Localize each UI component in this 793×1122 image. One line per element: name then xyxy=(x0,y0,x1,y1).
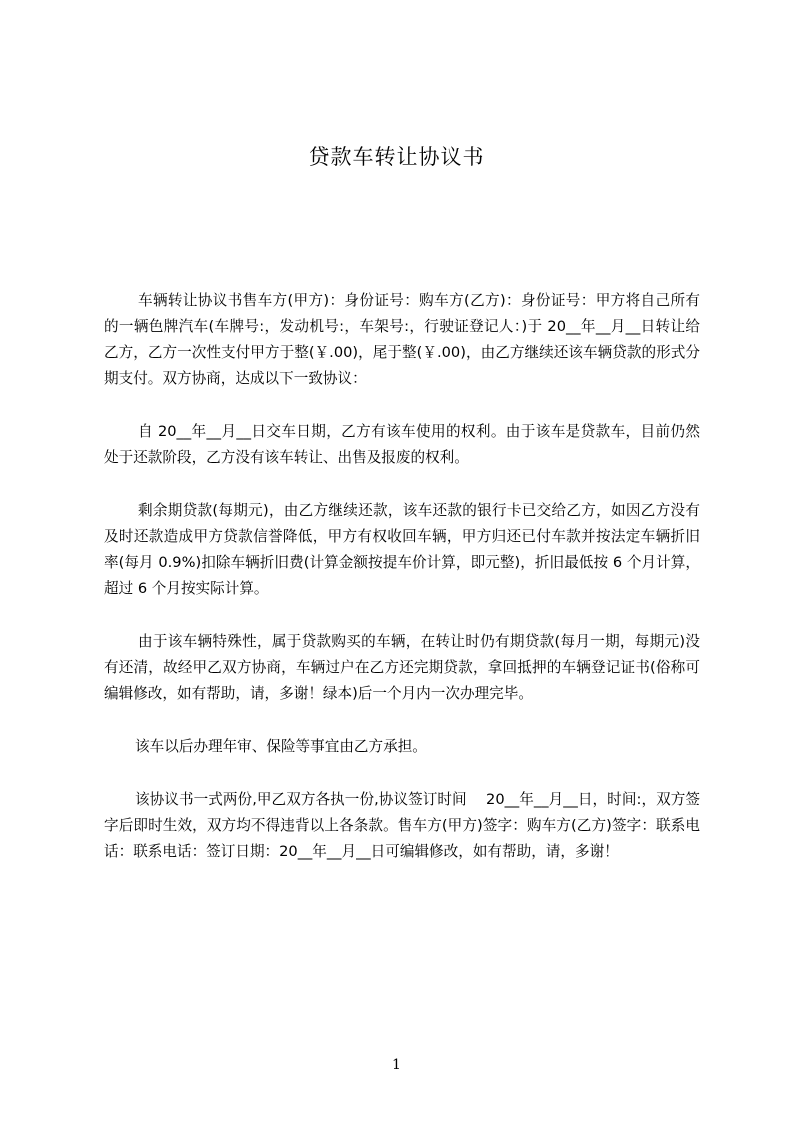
document-title: 贷款车转让协议书 xyxy=(308,145,485,169)
paragraph-delivery: 自 20__年__月__日交车日期，乙方有该车使用的权利。由于该车是贷款车，目前仍然处于还款阶段，乙方没有该车转让、出售及报废的权利。 xyxy=(104,423,700,466)
paragraph-transfer: 由于该车辆特殊性，属于贷款购买的车辆，在转让时仍有期贷款(每月一期，每期元)没有还清，故经甲乙双方协商，车辆过户在乙方还完期贷款，拿回抵押的车辆登记证书(俗称可编辑修改，如有帮助，请，多谢！绿本)后一个月内一次办理完毕。 xyxy=(104,633,700,702)
page-number: 1 xyxy=(392,1057,401,1073)
paragraph-inspection-insurance: 该车以后办理年审、保险等事宜由乙方承担。 xyxy=(135,738,427,755)
paragraph-loan-repayment: 剩余期贷款(每期元)，由乙方继续还款，该车还款的银行卡已交给乙方，如因乙方没有及时还款造成甲方贷款信誉降低，甲方有权收回车辆，甲方归还已付车款并按法定车辆折旧率(每月 0.9%)扣除车辆折旧费(计算金额按提车价计算，即元整)，折旧最低按 6 个月计算，超过 6 个月按实际计算。 xyxy=(104,502,700,597)
paragraph-intro: 车辆转让协议书售车方(甲方)：身份证号：购车方(乙方)：身份证号：甲方将自己所有的一辆色牌汽车(车牌号:，发动机号:，车架号:，行驶证登记人：)于 20__年__月__日转让给乙方，乙方一次性支付甲方于整(￥.00)，尾于整(￥.00)，由乙方继续还该车辆贷款的形式分期支付。双方协商，达成以下一致协议： xyxy=(104,292,700,387)
document-body xyxy=(104,288,700,892)
paragraph-signatures: 该协议书一式两份,甲乙双方各执一份,协议签订时间 20__年__月__日，时间:，双方签字后即时生效，双方均不得违背以上各条款。售车方(甲方)签字：购车方(乙方)签字：联系电话：联系电话：签订日期：20__年__月__日可编辑修改，如有帮助，请，多谢！ xyxy=(104,791,700,860)
